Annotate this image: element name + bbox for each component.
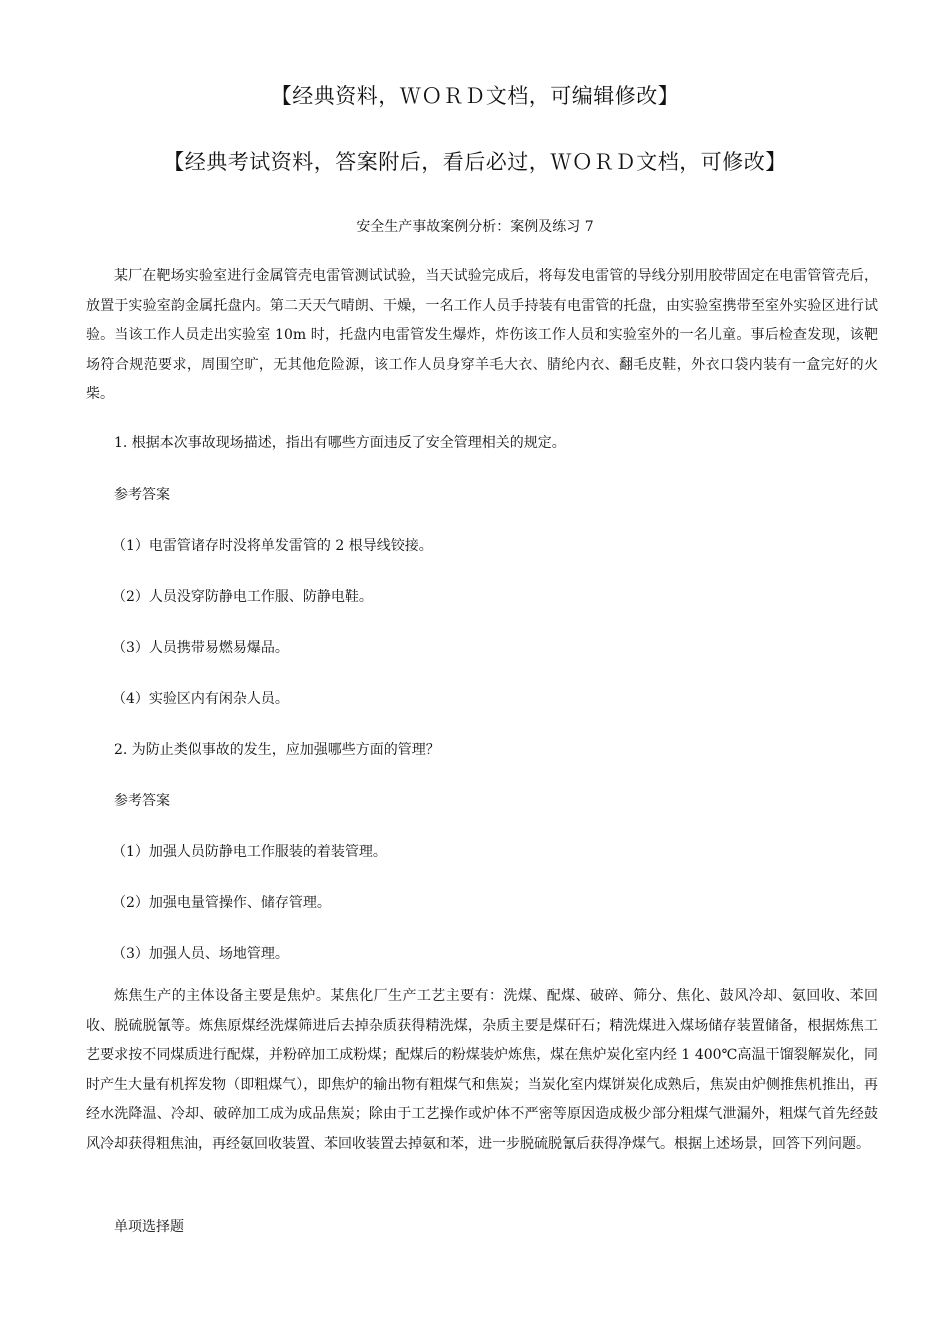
case-1-paragraph: 某厂在靶场实验室进行金属管壳电雷管测试试验，当天试验完成后，将每发电雷管的导线分别用胶带固定在电雷管管壳后，放置于实验室韵金属托盘内。第二天天气晴朗、干燥，一名工作人员手持装有电雷管的托盘，由实验室携带至室外实验区进行试验。当该工作人员走出实验室 10m 时，托盘内电雷管发生爆炸，炸伤该工作人员和实验室外的一名儿童。事后检查发现，该靶场符合规范要求，周围空旷，无其他危险源，该工作人员身穿羊毛大衣、腈纶内衣、翻毛皮鞋，外衣口袋内装有一盒完好的火柴。 [86, 268, 878, 402]
question-1-answer-item: （3）人员携带易燃易爆品。 [112, 640, 289, 656]
question-2-answer-item: （2）加强电量管操作、储存管理。 [112, 895, 331, 911]
question-2: 2. 为防止类似事故的发生，应加强哪些方面的管理？ [114, 742, 440, 758]
case-2-paragraph: 炼焦生产的主体设备主要是焦炉。某焦化厂生产工艺主要有：洗煤、配煤、破碎、筛分、焦化、鼓风冷却、氨回收、苯回收、脱硫脱氰等。炼焦原煤经洗煤筛进后去掉杂质获得精洗煤，杂质主要是煤矸石；精洗煤进入煤场储存装置储备，根据炼焦工艺要求按不同煤质进行配煤，并粉碎加工成粉煤；配煤后的粉煤装炉炼焦，煤在焦炉炭化室内经 1 400℃高温干馏裂解炭化，同时产生大量有机挥发物（即粗煤气），即焦炉的输出物有粗煤气和焦炭；当炭化室内煤饼炭化成熟后，焦炭由炉侧推焦机推出，再经水洗降温、冷却、破碎加工成为成品焦炭；除由于工艺操作或炉体不严密等原因造成极少部分粗煤气泄漏外，粗煤气首先经鼓风冷却获得粗焦油，再经氨回收装置、苯回收装置去掉氨和苯，进一步脱硫脱氰后获得净煤气。根据上述场景，回答下列问题。 [86, 988, 878, 1152]
question-2-answer-item: （1）加强人员防静电工作服装的着装管理。 [112, 844, 387, 860]
document-title: 安全生产事故案例分析：案例及练习 7 [356, 219, 594, 235]
banner-line-2: 【经典考试资料，答案附后，看后必过，ＷＯＲＤ文档，可修改】 [163, 150, 787, 174]
question-1: 1. 根据本次事故现场描述，指出有哪些方面违反了安全管理相关的规定。 [114, 435, 566, 451]
question-2-answer-label: 参考答案 [114, 793, 170, 809]
question-1-answer-item: （4）实验区内有闲杂人员。 [112, 691, 289, 707]
question-1-answer-item: （1）电雷管诸存时没将单发雷管的 2 根导线铰接。 [112, 538, 433, 554]
question-1-answer-label: 参考答案 [114, 487, 170, 503]
section-label: 单项选择题 [114, 1219, 184, 1235]
banner-line-1: 【经典资料，ＷＯＲＤ文档，可编辑修改】 [270, 84, 680, 108]
question-2-answer-item: （3）加强人员、场地管理。 [112, 946, 289, 962]
question-1-answer-item: （2）人员没穿防静电工作服、防静电鞋。 [112, 589, 373, 605]
